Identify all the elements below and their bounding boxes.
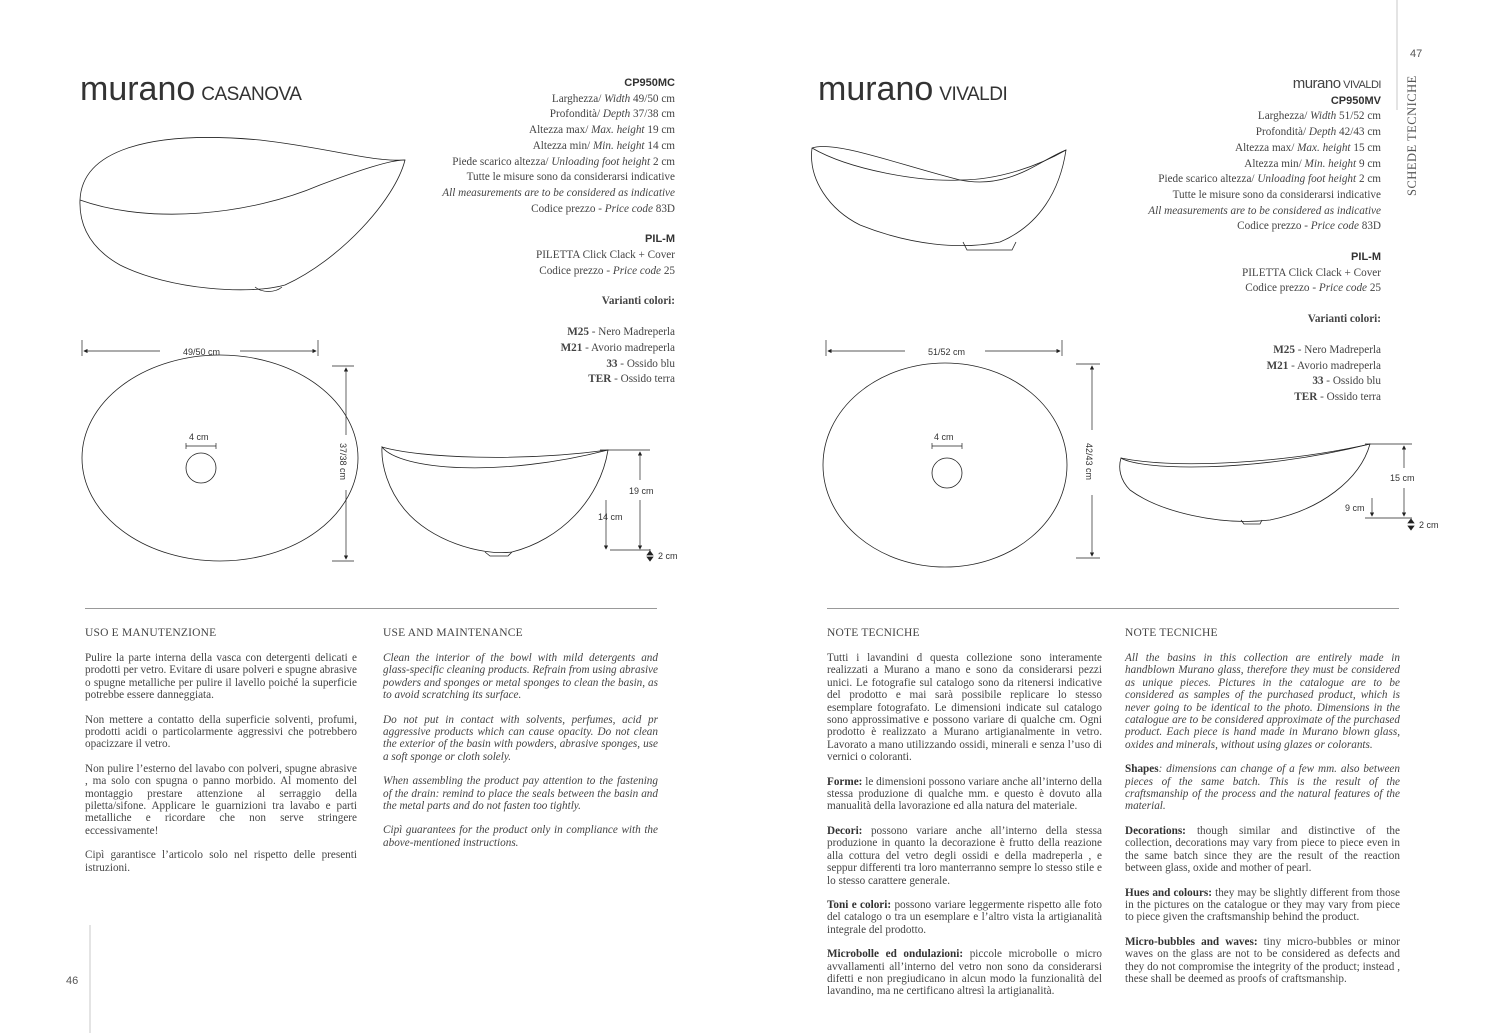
price-label-en: Price code <box>604 202 653 215</box>
drain-hole-vivaldi <box>932 458 962 488</box>
paragraph: Cipì guarantees for the product only in compliance with the above-mentioned instructions. <box>383 824 658 849</box>
note-item <box>827 948 1102 998</box>
spec-line: Larghezza/ Width 49/50 cm <box>551 92 675 105</box>
paragraph: All the basins in this collection are entirely made in handblown Murano glass, therefore they must be considered as unique pieces. Pictures in the catalogue are to be considered as samples of the purchased product, which is never going to be identical to the photo. Dimensions in the catalogue are to be considered approximate of the purchased product. Each piece is hand made in Murano blown glass, oxides and minerals, without using glazes or colorants. <box>1125 652 1400 751</box>
note-text: possono variare leggermente rispetto alle foto del catalogo o tra un esemplare e l’altro vista la artigianalità integrale del prodotto. <box>827 898 1102 936</box>
dim-foot-vivaldi: 2 cm <box>1419 520 1439 530</box>
paragraph: Tutti i lavandini d questa collezione sono interamente realizzati a Murano a mano e sono da considerarsi pezzi unici. Le fotografie sul catalogo sono da ritenersi indicative del prodotto e mai sarà possibile replicare lo stesso esemplare fotografato. Le dimensioni indicate sul catalogo sono approssimative e possono variare di qualche cm. Ogni prodotto è realizzato a Murano artigianalmente in vetro. Lavorato a mano utilizzando ossidi, minerali e senza l’uso di vernici o coloranti. <box>827 652 1102 764</box>
variant-item: 33 - Ossido blu <box>1312 375 1381 388</box>
dim-hole: 4 cm <box>189 432 209 442</box>
spec-line-en: Max. height <box>591 124 645 137</box>
note-text: le dimensioni possono variare anche all’interno della stessa produzione di qualche mm. e questo è dovuto alla manualità della lavorazione ed alla natura del materiale. <box>827 775 1102 813</box>
note-text: they may be slightly different from those in the pictures on the catalogue or they may vary from piece to piece given the craftsmanship behind the product. <box>1125 886 1400 924</box>
spec-line: Profondità/ Depth 37/38 cm <box>549 108 675 121</box>
note-text: possono variare anche all’interno della stessa produzione in quanto la decorazione è frutto della reazione alla cottura del vetro degli ossidi e della madreperla , e seppur differenti tra loro manterranno sempre lo stesso stile e lo stesso carattere generale. <box>827 824 1102 887</box>
spec-code: CP950MC <box>624 77 675 89</box>
variant-code: 33 <box>606 357 618 370</box>
spec-line: Altezza max/ Max. height 19 cm <box>528 124 675 137</box>
paragraph: Non pulire l’esterno del lavabo con polveri, spugne abrasive , ma solo con spugna o panno morbido. Al momento del montaggio prestare attenzione al serraggio della piletta/sifone. Applicare le guarnizioni tra lavabo e parti metalliche e ricordare che non serve stringere eccessivamente! <box>85 762 357 837</box>
basin-top-view-vivaldi <box>823 363 1067 567</box>
spec-line-en: Min. height <box>592 139 645 152</box>
note-item <box>1125 825 1400 875</box>
note-label: Decorations: <box>1125 824 1186 837</box>
dim-foot: 2 cm <box>658 551 678 561</box>
brand-logo: murano <box>818 70 934 108</box>
spec-line-en: Max. height <box>1297 141 1351 154</box>
page-number-right: 47 <box>1410 48 1423 60</box>
dim-width-vivaldi: 51/52 cm <box>928 347 966 357</box>
note-text: : dimensions can change of a few mm. also between pieces of the same batch. This is the result of the craftsmanship of the process and the natural features of the material. <box>1125 763 1400 813</box>
divider <box>85 608 657 609</box>
spacer <box>1081 235 1381 250</box>
accessory-code: PIL-M <box>645 233 675 246</box>
dim-min-height-vivaldi: 9 cm <box>1345 503 1365 513</box>
spec-line-en: Depth <box>1308 126 1337 139</box>
section-side-label: SCHEDE TECNICHE <box>1405 75 1419 196</box>
product-title-vivaldi <box>818 70 1007 109</box>
price-label-en: Price code <box>612 264 662 277</box>
section-title-it: USO E MANUTENZIONE <box>85 627 217 639</box>
note-item <box>1125 763 1400 813</box>
spec-brand: murano <box>1292 75 1341 92</box>
note-label: Shapes <box>1125 763 1159 776</box>
model-name: CASANOVA <box>201 84 302 105</box>
spec-line-en: Unloading foot height <box>1257 173 1357 186</box>
spec-note-en: All measurements are to be considered as indicative <box>1148 204 1381 217</box>
page-number-left: 46 <box>66 975 79 987</box>
dim-depth: 37/38 cm <box>338 443 348 481</box>
variant-item: M21 - Avorio madreperla <box>560 341 675 354</box>
paragraph: Non mettere a contatto della superficie solventi, profumi, prodotti acidi o particolarmente aggressivi che potrebbero opacizzare il vetro. <box>85 713 357 751</box>
spec-price: Codice prezzo - Price code 83D <box>1237 220 1381 233</box>
variant-code: M21 <box>560 341 583 354</box>
note-text: tiny micro-bubbles or minor waves on the glass are not to be considered as defects and they do not compromise the integrity of the product; instead , these shall be deemed as proofs of craftsmanship. <box>1125 935 1400 985</box>
spec-line-en: Min. height <box>1304 157 1357 170</box>
spec-line-en: Unloading foot height <box>551 155 651 168</box>
dim-max-height-vivaldi: 15 cm <box>1390 473 1415 483</box>
dim-hole-vivaldi: 4 cm <box>934 432 954 442</box>
model-name: VIVALDI <box>939 84 1008 105</box>
dim-min-height: 14 cm <box>598 512 623 522</box>
spacer <box>1081 297 1381 312</box>
maintenance-text-it <box>85 652 357 886</box>
price-label-en: Price code <box>1318 282 1368 295</box>
paragraph: Clean the interior of the bowl with mild detergents and glass-specific cleaning products. Refrain from using abrasive powders and sponges or metal sponges to clean the basin, as to avoid scratching its surface. <box>383 652 658 702</box>
tech-notes-title-en: NOTE TECNICHE <box>1125 627 1218 639</box>
paragraph: Pulire la parte interna della vasca con detergenti delicati e prodotti per vetro. Evitare di usare polveri e spugne abrasive o spugne metalliche per pulire il lavello poiché la superficie potrebbe essere danneggiata. <box>85 652 357 702</box>
variants-title: Varianti colori: <box>601 295 675 308</box>
note-item <box>1125 887 1400 924</box>
tech-notes-text-it <box>827 652 1102 1010</box>
maintenance-text-en <box>383 652 658 861</box>
dim-width: 49/50 cm <box>183 347 221 357</box>
tech-notes-text-en <box>1125 652 1400 997</box>
spec-line-en: Depth <box>602 108 631 121</box>
note-label: Decori: <box>827 824 863 837</box>
accessory-price: Codice prezzo - Price code 25 <box>539 264 675 277</box>
section-title-en: USE AND MAINTENANCE <box>383 627 523 639</box>
spec-line: Piede scarico altezza/ Unloading foot height 2 cm <box>452 155 675 168</box>
spec-line-en: Width <box>1310 110 1337 123</box>
spacer <box>1081 328 1381 343</box>
note-item <box>827 825 1102 887</box>
note-text: piccole microbolle o micro avvallamenti all’interno del vetro non sono da considerarsi difetti e non pregiudicano in alcun modo la funzionalità del lavandino, ma ne certificano altresì la artigianalità. <box>827 948 1102 998</box>
note-item <box>1125 936 1400 986</box>
spec-line: Profondità/ Depth 42/43 cm <box>1255 126 1381 139</box>
variant-code: M25 <box>1273 343 1295 356</box>
variants-title: Varianti colori: <box>1307 313 1381 326</box>
spec-line: Altezza max/ Max. height 15 cm <box>1234 141 1381 154</box>
spec-line: Piede scarico altezza/ Unloading foot height 2 cm <box>1158 173 1381 186</box>
note-item <box>827 776 1102 813</box>
note-label: Microbolle ed ondulazioni: <box>827 948 964 961</box>
drain-hole <box>186 453 216 483</box>
variant-item: 33 - Ossido blu <box>606 357 675 370</box>
brand-logo: murano <box>80 70 196 108</box>
paragraph: Cipì garantisce l’articolo solo nel rispetto delle presenti istruzioni. <box>85 849 357 874</box>
basin-perspective-drawing-vivaldi <box>812 146 1066 245</box>
variant-code: TER <box>1294 390 1318 403</box>
price-label-en: Price code <box>1310 220 1359 233</box>
tech-notes-title-it: NOTE TECNICHE <box>827 627 920 639</box>
accessory-code: PIL-M <box>1351 251 1381 264</box>
spec-model: VIVALDI <box>1340 79 1381 91</box>
note-text: though similar and distinctive of the collection, decorations may vary from piece to piece even in the same batch since they are the result of the reaction between glass, oxide and mother of pearl. <box>1125 824 1400 875</box>
note-item <box>827 899 1102 936</box>
variant-item: TER - Ossido terra <box>588 373 675 386</box>
basin-side-view-vivaldi <box>1120 444 1370 521</box>
paragraph: When assembling the product pay attention to the fastening of the drain: remind to place the seals between the basin and the metal parts and do not fasten too tightly. <box>383 775 658 813</box>
note-label: Toni e colori: <box>827 898 892 911</box>
variant-code: 33 <box>1312 375 1324 388</box>
accessory-name: PILETTA Click Clack + Cover <box>535 249 675 262</box>
variant-item: M25 - Nero Madreperla <box>567 326 675 339</box>
divider-right <box>827 608 1399 609</box>
spec-brand-line <box>1081 76 1381 94</box>
spec-note-en: All measurements are to be considered as indicative <box>442 186 675 199</box>
note-label: Hues and colours: <box>1125 886 1212 899</box>
spec-line: Larghezza/ Width 51/52 cm <box>1257 110 1381 123</box>
accessory-price: Codice prezzo - Price code 25 <box>1245 282 1381 295</box>
note-label: Micro-bubbles and waves: <box>1125 935 1258 948</box>
variant-code: M25 <box>567 326 589 339</box>
spec-note: Tutte le misure sono da considerarsi indicative <box>466 171 675 184</box>
spec-note: Tutte le misure sono da considerarsi indicative <box>1172 188 1381 201</box>
dim-depth-vivaldi: 42/43 cm <box>1084 443 1094 481</box>
variant-item: M25 - Nero Madreperla <box>1273 343 1381 356</box>
note-label: Forme: <box>827 775 863 788</box>
spec-line: Altezza min/ Min. height 9 cm <box>1244 157 1381 170</box>
spec-line: Altezza min/ Min. height 14 cm <box>532 139 675 152</box>
variant-item: M21 - Avorio madreperla <box>1266 359 1381 372</box>
spec-price: Codice prezzo - Price code 83D <box>531 202 675 215</box>
basin-side-view <box>382 447 608 553</box>
paragraph: Do not put in contact with solvents, perfumes, acid pr aggressive products which can cause opacity. Do not clean the exterior of the basin with powders, abrasive sponges, use a soft sponge or cloth solely. <box>383 713 658 763</box>
dim-max-height: 19 cm <box>629 486 654 496</box>
variant-item: TER - Ossido terra <box>1294 390 1381 403</box>
spec-line-en: Width <box>604 92 631 105</box>
spec-code: CP950MV <box>1330 94 1381 107</box>
variant-code: TER <box>588 373 612 386</box>
spec-block-vivaldi <box>1081 76 1381 406</box>
variant-code: M21 <box>1266 359 1289 372</box>
accessory-name: PILETTA Click Clack + Cover <box>1241 266 1381 279</box>
basin-top-view <box>82 355 358 561</box>
basin-perspective-drawing <box>80 138 405 290</box>
